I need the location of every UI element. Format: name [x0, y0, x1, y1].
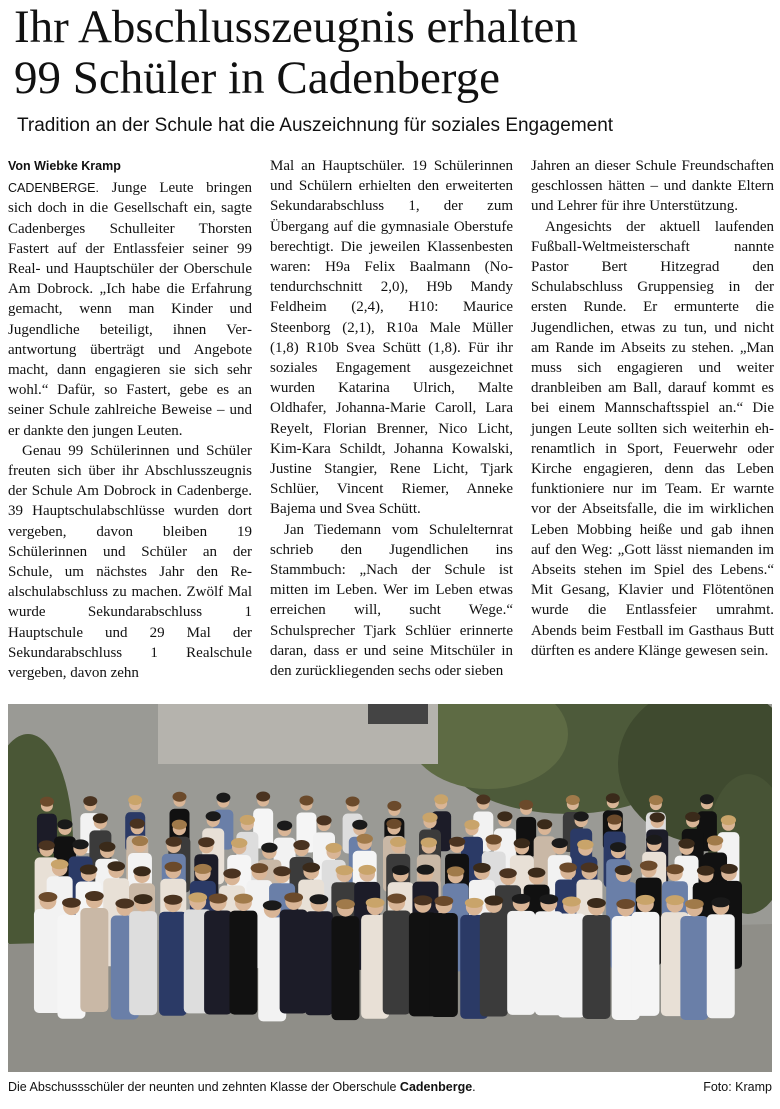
article-column-2 [270, 156, 513, 681]
paragraph: Genau 99 Schülerinnen und Schüler freuten sich über ihr Abschlusszeugnis der Schule Am Dobrock in Cadenberge. 39 Hauptschulabschlüsse wurden dort vergeben, davon bleiben 19 Schülerinnen und Schüler an der Schule, um nächstes Jahr den Realschulabschluss zu machen. Zwölf Mal wurde Sekundarabschluss 1 Hauptschule und 29 Mal der Sekundarabschluss 1 Realschule vergeben, davon zehn [8, 442, 252, 682]
paragraph: Mal an Hauptschüler. 19 Schülerinnen und Schülern erhielten den erweiterten Sekundarabschluss 1, der zum Übergang auf die gymnasiale Oberstufe berechtigt. Die jeweilen Klassenbesten waren: H9a Felix Baalmann (Notendurchschnitt 2,0), H9b Mandy Feldheim (2,4), H10: Maurice Steenborg (2,1), R10a Male Müller (1,8) R10b Svea Schütt (1,8). Für ihr soziales Engagement ausgezeichnet wurden Katarina Ulrich, Malte Oldhafer, Johanna-Marie Caroll, Lara Reyelt, Florian Brenner, Nico Licht, Kim-Kara Schildt, Johanna Kowalski, Justine Stangier, Rene Licht, Tjark Schlüer, Vincent Riemer, Anneke Bajema und Svea Schütt. [270, 158, 513, 518]
caption-end: . [472, 1080, 476, 1094]
paragraph: Jahren an dieser Schule Freundschaften geschlossen hätten – und dankte Eltern und Lehrer für ihre Unterstützung. [531, 158, 774, 215]
photo-caption [8, 1080, 772, 1094]
paragraph: Jan Tiedemann vom Schulelternrat schrieb den Jugendlichen ins Stammbuch: „Nach der Schule ist mitten im Leben. Wer im Leben etwas erreichen will, sucht Wege.“ Schulsprecher Tjark Schlüer erinnerte daran, dass er und seine Mitschüler in den zurückliegenden sechs oder sieben [270, 521, 513, 680]
headline [14, 2, 774, 104]
caption-town: Cadenberge [399, 1080, 473, 1094]
dateline: CADENBERGE. [8, 181, 99, 196]
paragraph [8, 178, 252, 441]
photo-credit: Foto: Kramp [703, 1080, 772, 1094]
article-column-1 [8, 156, 252, 683]
headline-line-1: Ihr Abschlusszeugnis erhalten [14, 1, 578, 53]
paragraph: Angesichts der aktuell laufenden Fußball-Weltmeisterschaft nannte Pastor Bert Hitzegrad den Schulabschluss Gruppensieg in der ersten Runde. Er ermunterte die Jugendlichen, etwas zu tun, und nicht am Rande im Abseits zu stehen. „Man muss sich engagieren und weiter dranbleiben am Ball, darauf kommt es bei einem Mannschaftsspiel an.“ Die jungen Leute sollten sich weiterhin ehrenamtlich in Sport, Feuerwehr oder Kirche engagieren, denn das Leben funktioniere nur im Team. Er warnte vor der Abseitsfalle, die im wirklichen Leben Mobbing heiße und gab ihnen auf den Weg: „Gott lässt niemanden im Abseits stehen im Spiel des Lebens.“ Mit Gesang, Klavier und Flötentönen wurde die Entlassfeier umrahmt. Abends beim Festball im Gasthaus Butt dürften es andere Klänge gewesen sein. [531, 218, 774, 659]
group-photo [8, 704, 772, 1072]
author-byline: Von Wiebke Kramp [8, 159, 121, 173]
subheadline: Tradition an der Schule hat die Auszeichnung für soziales Engagement [17, 115, 614, 136]
paragraph-text: Junge Leute bringen sich doch in die Gesellschaft ein, sagte Cadenberges Schulleiter Thorsten Fastert auf der Entlassfeier seiner 99 Real- und Hauptschüler der Oberschule Am Dobrock. „Ich habe die Erfahrung gemacht, wenn man Kinder und Jugendliche beteiligt, ihnen Verantwortung überträgt und Angebote macht, dann engagieren sie sich sehr wohl.“ Dafür, so Fastert, gebe es an seiner Schule zahlreiche Beweise – und er dankte den jungen Leuten. [8, 180, 252, 439]
headline-line-2: 99 Schüler in Cadenberge [14, 52, 500, 104]
article-column-3 [531, 156, 774, 661]
caption-text: Die Abschussschüler der neunten und zehnten Klasse der Oberschule [8, 1080, 400, 1094]
